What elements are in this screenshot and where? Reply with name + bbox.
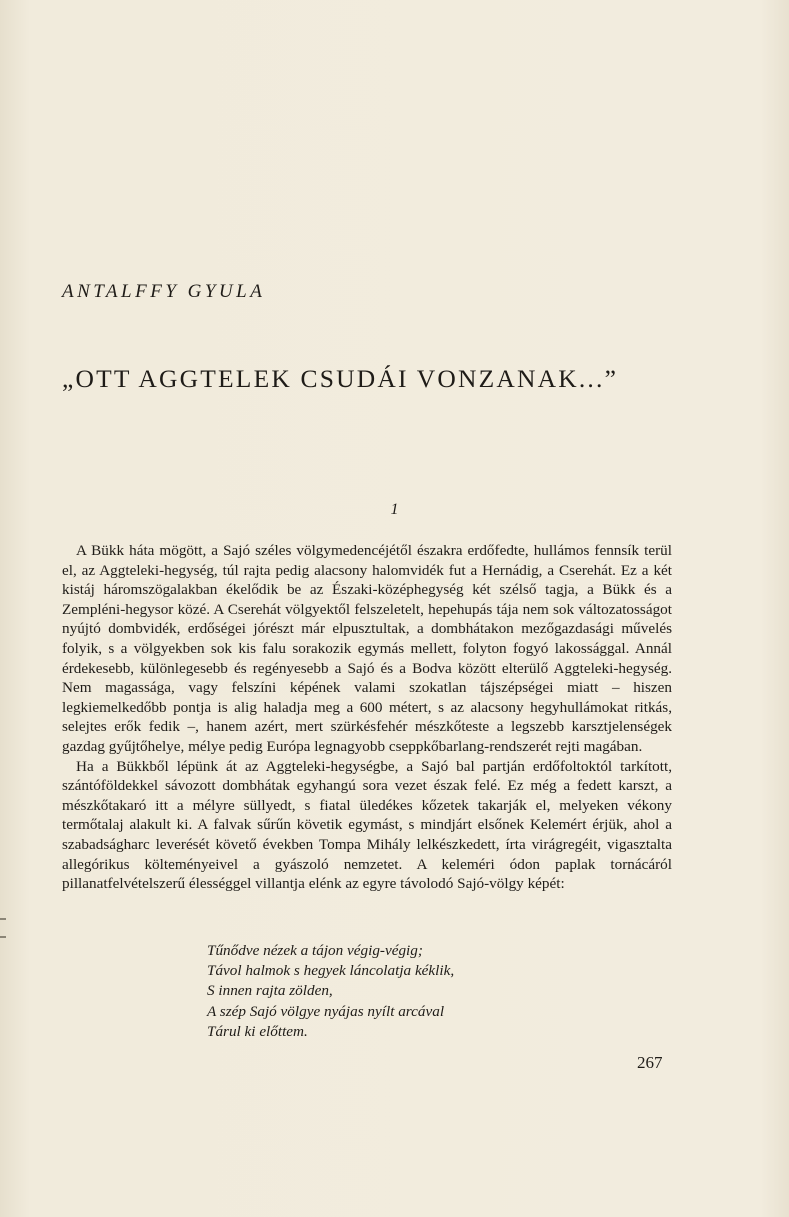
author-name: ANTALFFY GYULA — [62, 281, 266, 302]
poem-line: A szép Sajó völgye nyájas nyílt arcával — [207, 1002, 445, 1020]
scan-edge-mark — [0, 918, 6, 920]
poem-line: Tárul ki előttem. — [207, 1022, 308, 1040]
paragraph: A Bükk háta mögött, a Sajó széles völgymedencéjétől északra erdőfedte, hullámos fennsík terül el, az Aggteleki-hegység, túl rajta pedig alacsony halomvidék fut a Hernádig, a Cserehát. Ez a két kistáj háromszögalakban ékelődik be az Északi-középhegység két szélső tagja, a Bükk és a Zempléni-hegysor közé. A Cserehát völgyektől felszeletelt, hepehupás tája nem sok változatosságot nyújtó dombvidék, erdőségei jórészt már elpusztultak, a dombhátakon mezőgazdasági művelés folyik, s a völgyekben sok kis falu sorakozik egymás mellett, folyton fogyó lakossággal. Annál érdekesebb, különlegesebb és regényesebb a Sajó és a Bodva között elterülő Aggteleki-hegység. Nem magassága, vagy felszíni képének valami szokatlan tájszépségei miatt – hiszen legkiemelkedőbb pontja is alig haladja meg a 600 métert, s az alacsony hegyhullámokat ritkás, selejtes erők fedik –, hanem azért, mert szürkésfehér mészkőteste a legszebb karsztjelenségek gazdag gyűjtőhelye, mélye pedig Európa legnagyobb cseppkőbarlang-rendszerét rejti magában. — [62, 542, 672, 755]
poem-line: S innen rajta zölden, — [207, 982, 333, 1000]
scan-edge-mark — [0, 936, 6, 938]
chapter-title: „OTT AGGTELEK CSUDÁI VONZANAK...” — [62, 364, 619, 393]
poem-line: Tűnődve nézek a tájon végig-végig; — [207, 942, 423, 959]
body-text — [62, 541, 672, 894]
paragraph: Ha a Bükkből lépünk át az Aggteleki-hegységbe, a Sajó bal partján erdőfoltoktól tarkított, szántóföldekkel sávozott dombhátak egyhangú sora vezet észak felé. Ez még a fedett karszt, a mészkőtakaró itt a mélyre süllyedt, s fiatal üledékes kőzetek takarják el, melyeken vékony termőtalaj alakult ki. A falvak sűrűn követik egymást, s mindjárt elsőnek Kelemért érjük, ahol a szabadságharc leverését követő években Tompa Mihály lelkészkedett, írta virágregéit, vigasztalta allegórikus költeményeivel a gyászoló nemzetet. A keleméri ódon paplak tornácáról pillanatfelvételszerű élességgel villantja elénk az egyre távolodó Sajó-völgy képét: — [62, 757, 672, 893]
section-number: 1 — [390, 501, 399, 518]
page-number: 267 — [637, 1053, 663, 1072]
poem-quote — [207, 941, 454, 1042]
poem-line: Távol halmok s hegyek láncolatja kéklik, — [207, 962, 455, 980]
